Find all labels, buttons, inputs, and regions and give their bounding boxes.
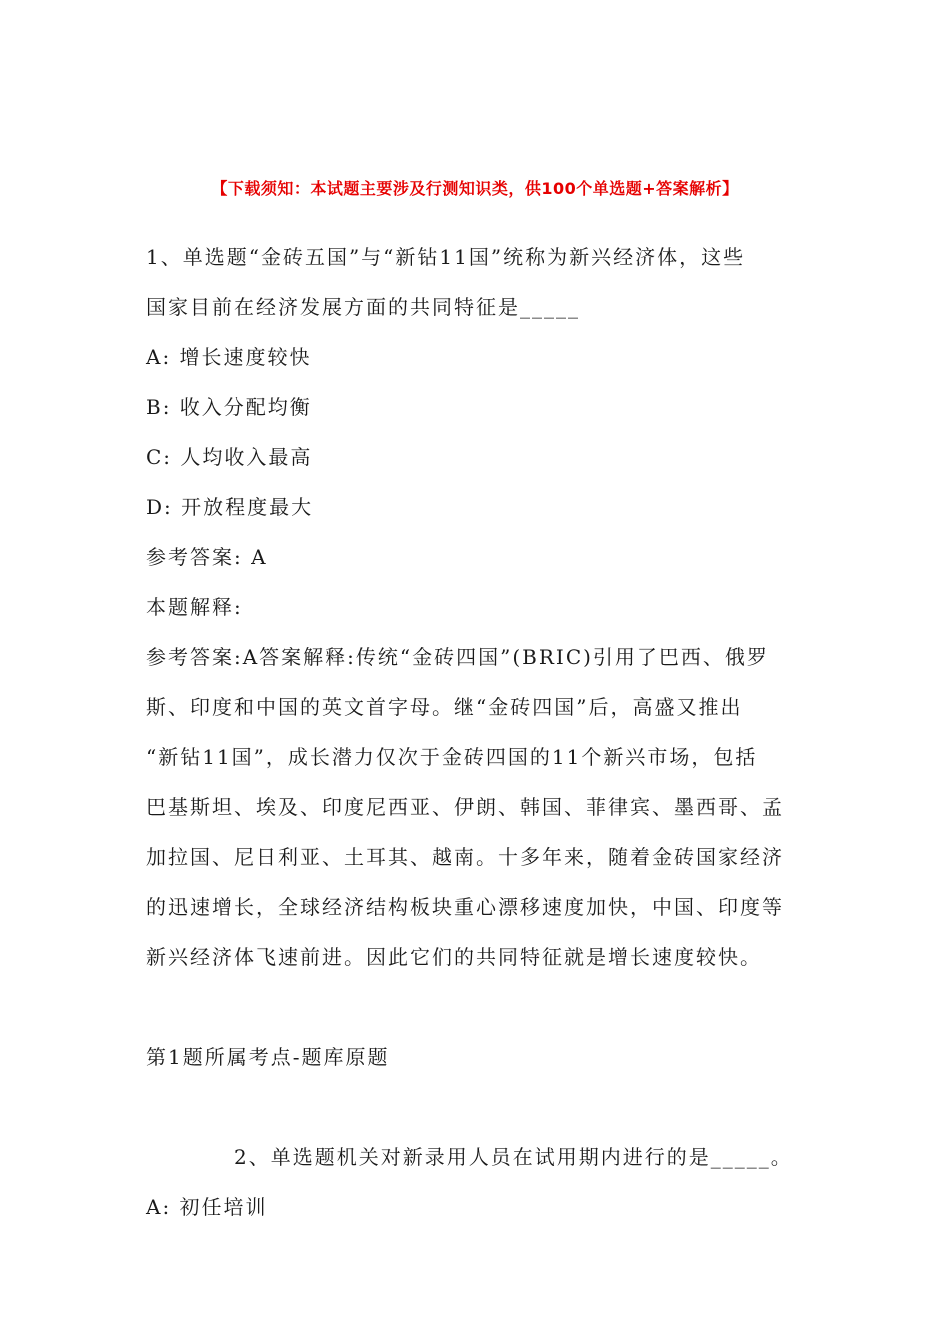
q1-explanation-line: 巴基斯坦、埃及、印度尼西亚、伊朗、韩国、菲律宾、墨西哥、孟 xyxy=(146,795,784,819)
q1-explanation-line: 加拉国、尼日利亚、土耳其、越南。十多年来，随着金砖国家经济 xyxy=(146,845,784,869)
q1-stem-line-1: 1、单选题“金砖五国”与“新钻11国”统称为新兴经济体，这些 xyxy=(146,245,746,269)
q2-option-a: A: 初任培训 xyxy=(146,1195,268,1219)
download-notice: 【下载须知：本试题主要涉及行测知识类，供100个单选题+答案解析】 xyxy=(211,179,739,198)
q1-option-c: C: 人均收入最高 xyxy=(146,445,313,469)
q1-explanation-line: 斯、印度和中国的英文首字母。继“金砖四国”后，高盛又推出 xyxy=(146,695,743,719)
q1-option-b: B: 收入分配均衡 xyxy=(146,395,312,419)
q2-stem: 2、单选题机关对新录用人员在试用期内进行的是_____。 xyxy=(234,1145,793,1169)
q1-option-a: A: 增长速度较快 xyxy=(146,345,312,369)
q1-explain-title: 本题解释: xyxy=(146,595,243,619)
spacer xyxy=(146,1082,808,1132)
spacer xyxy=(146,982,808,1032)
question-content xyxy=(146,232,808,1232)
q1-option-d: D: 开放程度最大 xyxy=(146,495,314,519)
q1-explanation-line: 参考答案:A答案解释:传统“金砖四国”(BRIC)引用了巴西、俄罗 xyxy=(146,645,769,669)
q1-topic: 第1题所属考点-题库原题 xyxy=(146,1045,390,1069)
q1-explanation-line: 的迅速增长，全球经济结构板块重心漂移速度加快，中国、印度等 xyxy=(146,895,784,919)
q1-stem-line-2: 国家目前在经济发展方面的共同特征是_____ xyxy=(146,295,580,319)
q1-answer: 参考答案: A xyxy=(146,545,268,569)
q1-explanation-line: 新兴经济体飞速前进。因此它们的共同特征就是增长速度较快。 xyxy=(146,945,762,969)
q1-explanation-line: “新钻11国”，成长潜力仅次于金砖四国的11个新兴市场，包括 xyxy=(146,745,758,769)
